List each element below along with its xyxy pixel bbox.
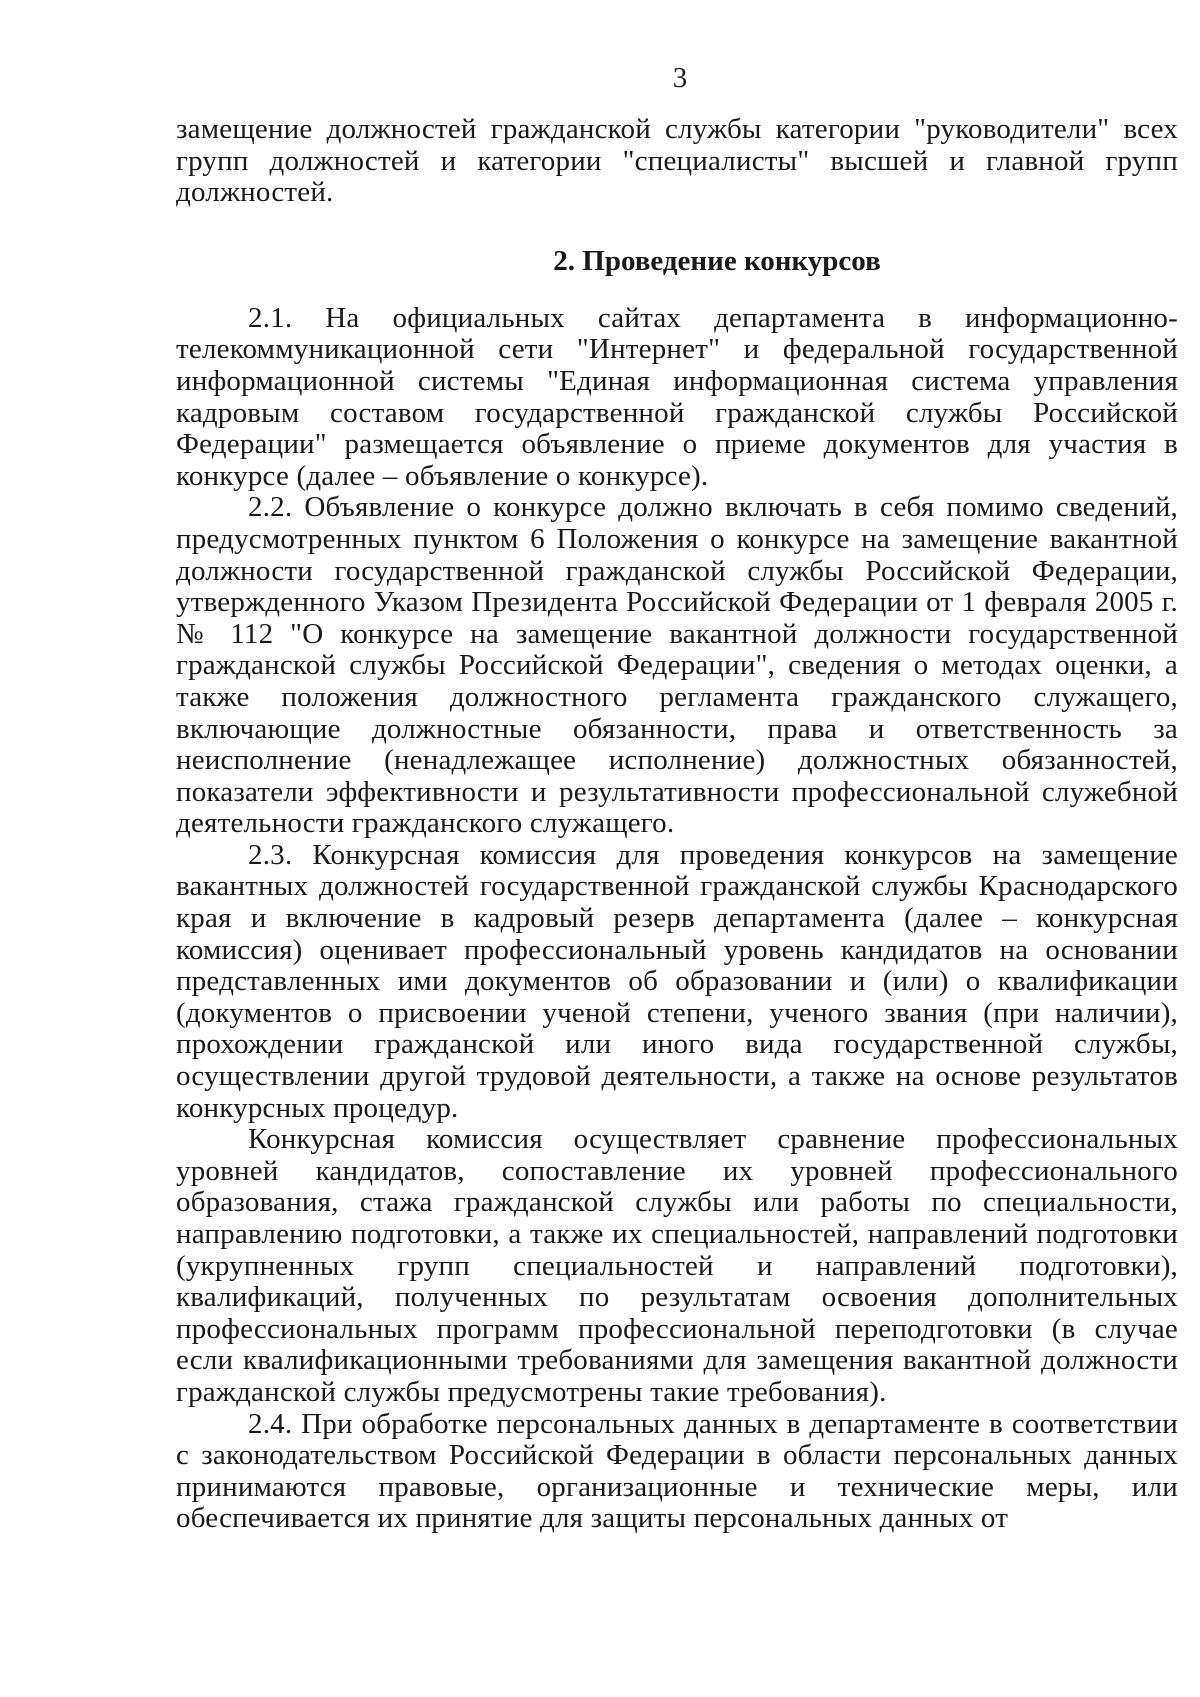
paragraph-2-1: 2.1. На официальных сайтах департамента в информационно-телекоммуникационной сети "Интернет" и федеральной государственной информационной системы "Единая информационная система управления кадровым составом государственной гражданской службы Российской Федерации" размещается объявление о приеме документов для участия в конкурсе (далее – объявление о конкурсе). [176, 301, 1178, 492]
section-heading: 2. Проведение конкурсов [553, 244, 881, 277]
paragraph-2-3: 2.3. Конкурсная комиссия для проведения конкурсов на замещение вакантных должностей государственной гражданской службы Краснодарского края и включение в кадровый резерв департамента (далее – конкурсная комиссия) оценивает профессиональный уровень кандидатов на основании представленных ими документов об образовании и (или) о квалификации (документов о присвоении ученой степени, ученого звания (при наличии), прохождении гражданской или иного вида государственной службы, осуществлении другой трудовой деятельности, а также на основе результатов конкурсных процедур. [176, 838, 1178, 1124]
page-number: 3 [672, 62, 688, 94]
paragraph-2-2: 2.2. Объявление о конкурсе должно включать в себя помимо сведений, предусмотренных пунктом 6 Положения о конкурсе на замещение вакантной должности государственной гражданской службы Российской Федерации, утвержденного Указом Президента Российской Федерации от 1 февраля 2005 г. № 112 "О конкурсе на замещение вакантной должности государственной гражданской службы Российской Федерации", сведения о методах оценки, а также положения должностного регламента гражданского служащего, включающие должностные обязанности, права и ответственность за неисполнение (ненадлежащее исполнение) должностных обязанностей, показатели эффективности и результативности профессиональной служебной деятельности гражданского служащего. [176, 491, 1178, 840]
paragraph-intro: замещение должностей гражданской службы категории "руководители" всех групп должностей и категории "специалисты" высшей и главной групп должностей. [176, 113, 1178, 209]
paragraph-2-4: 2.4. При обработке персональных данных в департаменте в соответствии с законодательством Российской Федерации в области персональных данных принимаются правовые, организационные и технические меры, или обеспечивается их принятие для защиты персональных данных от [176, 1407, 1178, 1535]
paragraph-2-3-continued: Конкурсная комиссия осуществляет сравнение профессиональных уровней кандидатов, сопоставление их уровней профессионального образования, стажа гражданской службы или работы по специальности, направлению подготовки, а также их специальностей, направлений подготовки (укрупненных групп специальностей и направлений подготовки), квалификаций, полученных по результатам освоения дополнительных профессиональных программ профессиональной переподготовки (в случае если квалификационными требованиями для замещения вакантной должности гражданской службы предусмотрены такие требования). [176, 1123, 1178, 1408]
document-body [176, 114, 1178, 1535]
